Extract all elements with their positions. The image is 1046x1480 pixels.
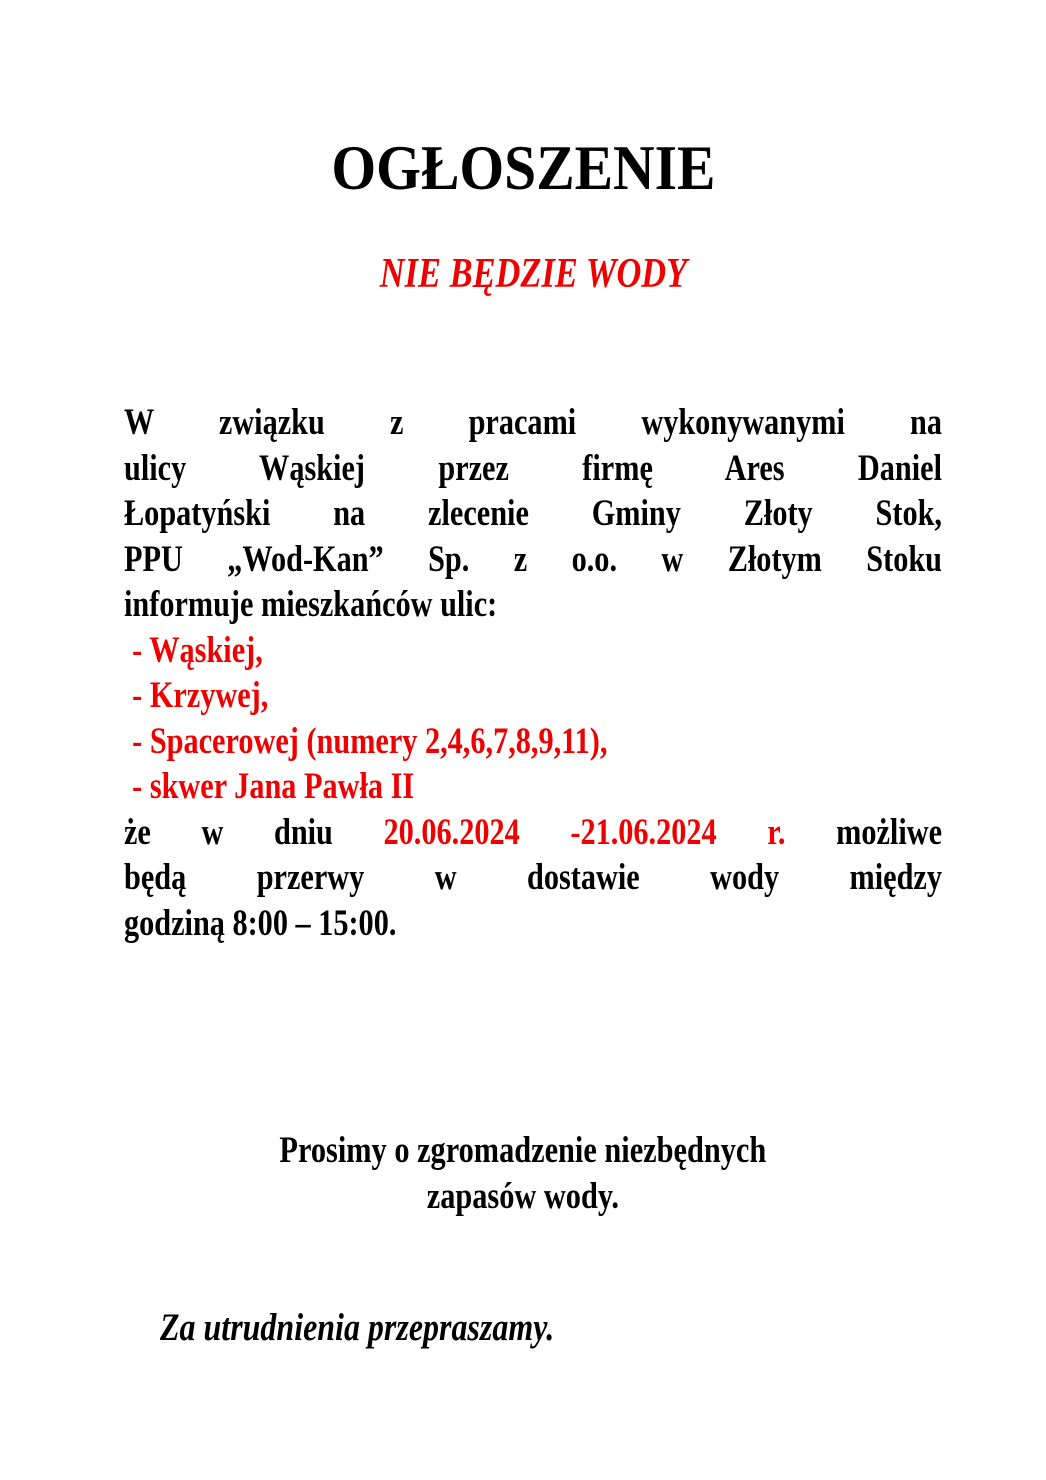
intro-line: Łopatyński na zlecenie Gminy Złoty Stok, bbox=[124, 493, 942, 534]
notice-subtitle-text: NIE BĘDZIE WODY bbox=[379, 251, 687, 297]
request-line: zapasów wody. bbox=[426, 1176, 620, 1217]
intro-line: informuje mieszkańców ulic: bbox=[124, 584, 498, 625]
outage-hours: godziną 8:00 – 15:00. bbox=[124, 902, 397, 944]
date-line-suffix: możliwe bbox=[836, 811, 943, 853]
apology-line bbox=[160, 1298, 641, 1358]
intro-line: PPU „Wod-Kan” Sp. z o.o. w Złotym Stoku bbox=[124, 538, 942, 580]
intro-line: W związku z pracami wykonywanymi na bbox=[124, 402, 942, 443]
notice-subtitle bbox=[0, 244, 1046, 304]
street-list-item: - Spacerowej (numery 2,4,6,7,8,9,11), bbox=[132, 720, 608, 762]
notice-title-text: OGŁOSZENIE bbox=[330, 132, 716, 203]
street-list-item: - Krzywej, bbox=[132, 675, 269, 716]
outage-dates: 20.06.2024 -21.06.2024 r. bbox=[383, 811, 786, 853]
intro-line: ulicy Wąskiej przez firmę Ares Daniel bbox=[124, 447, 942, 489]
request-block bbox=[0, 1128, 1046, 1220]
notice-body-inner bbox=[124, 400, 942, 946]
request-line: Prosimy o zgromadzenie niezbędnych bbox=[279, 1130, 767, 1171]
request-inner bbox=[280, 1128, 767, 1220]
outage-line: będą przerwy w dostawie wody między bbox=[124, 857, 942, 898]
date-line-prefix: że w dniu bbox=[124, 811, 333, 853]
notice-body bbox=[124, 400, 942, 946]
date-line bbox=[124, 810, 942, 856]
street-list-item: - skwer Jana Pawła II bbox=[132, 766, 415, 807]
notice-title bbox=[0, 128, 1046, 208]
apology-text: Za utrudnienia przepraszamy. bbox=[160, 1306, 555, 1349]
street-list-item: - Wąskiej, bbox=[132, 629, 263, 671]
